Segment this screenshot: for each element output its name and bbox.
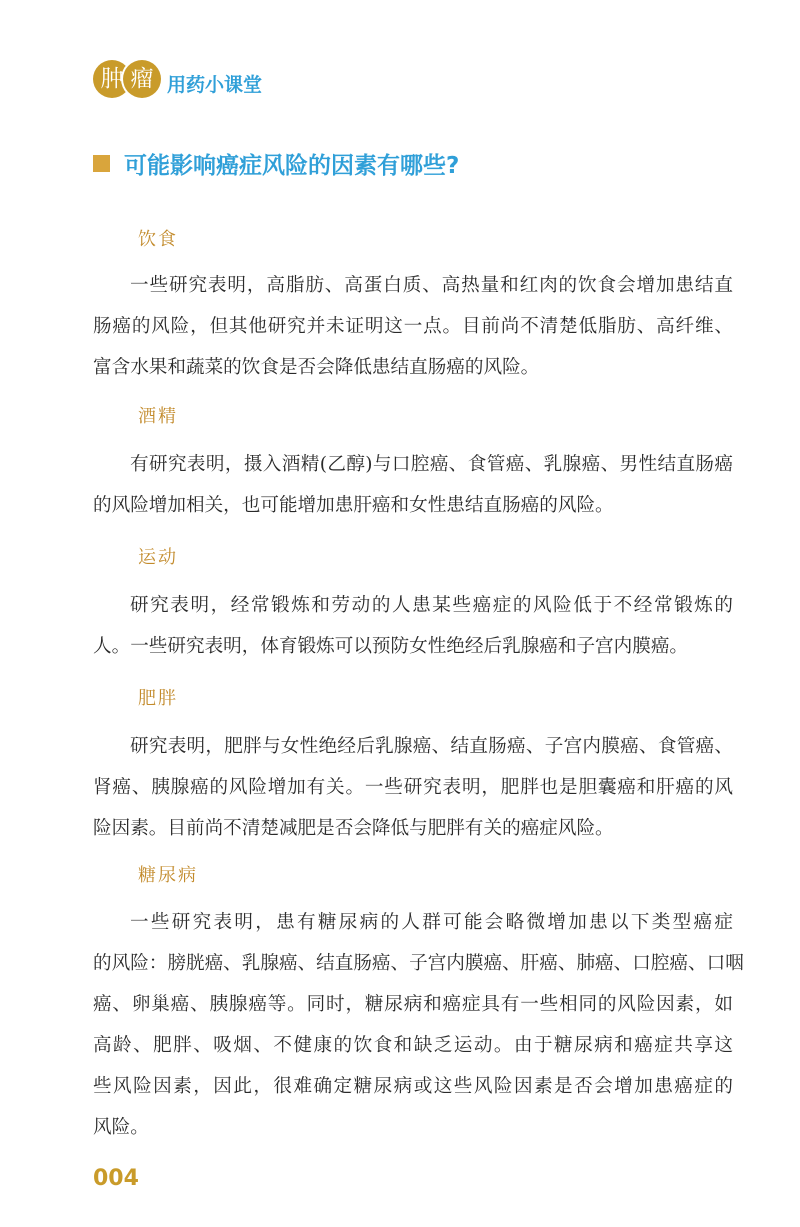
paragraph-line: 癌、卵巢癌、胰腺癌等。同时，糖尿病和癌症具有一些相同的风险因素，如 [93,994,733,1015]
paragraph-alcohol [93,444,733,526]
paragraph-obesity [93,726,733,849]
paragraph-line: 研究表明，经常锻炼和劳动的人患某些癌症的风险低于不经常锻炼的 [130,595,733,616]
subheading-exercise: 运动 [138,547,178,568]
section-title: 可能影响癌症风险的因素有哪些? [124,152,460,179]
section-heading [93,148,459,178]
paragraph-line: 一些研究表明，高脂肪、高蛋白质、高热量和红肉的饮食会增加患结直 [130,275,733,296]
subheading-obesity: 肥胖 [138,688,178,709]
subheading-alcohol: 酒精 [138,406,178,427]
brand-subtitle: 用药小课堂 [167,74,263,96]
paragraph-diabetes [93,902,744,1148]
paragraph-line: 的风险：膀胱癌、乳腺癌、结直肠癌、子宫内膜癌、肝癌、肺癌、口腔癌、口咽 [93,953,744,974]
paragraph-line: 肠癌的风险，但其他研究并未证明这一点。目前尚不清楚低脂肪、高纤维、 [93,316,733,337]
subheading-diabetes: 糖尿病 [138,865,198,886]
paragraph-line: 有研究表明，摄入酒精(乙醇)与口腔癌、食管癌、乳腺癌、男性结直肠癌 [130,454,733,475]
paragraph-line: 研究表明，肥胖与女性绝经后乳腺癌、结直肠癌、子宫内膜癌、食管癌、 [130,736,733,757]
paragraph-line: 富含水果和蔬菜的饮食是否会降低患结直肠癌的风险。 [93,357,540,378]
paragraph-line: 险因素。目前尚不清楚减肥是否会降低与肥胖有关的癌症风险。 [93,818,614,839]
paragraph-line: 些风险因素，因此，很难确定糖尿病或这些风险因素是否会增加患癌症的 [93,1076,733,1097]
square-bullet-icon [93,155,110,172]
paragraph-diet [93,265,733,388]
paragraph-line: 肾癌、胰腺癌的风险增加有关。一些研究表明，肥胖也是胆囊癌和肝癌的风 [93,777,733,798]
brand-char-circle-1: 肿 [93,60,131,98]
paragraph-line: 的风险增加相关，也可能增加患肝癌和女性患结直肠癌的风险。 [93,495,614,516]
paragraph-line: 人。一些研究表明，体育锻炼可以预防女性绝经后乳腺癌和子宫内膜癌。 [93,636,689,657]
paragraph-line: 一些研究表明，患有糖尿病的人群可能会略微增加患以下类型癌症 [130,912,733,933]
paragraph-line: 风险。 [93,1117,149,1138]
page-number: 004 [93,1166,139,1191]
paragraph-line: 高龄、肥胖、吸烟、不健康的饮食和缺乏运动。由于糖尿病和癌症共享这 [93,1035,733,1056]
paragraph-exercise [93,585,733,667]
brand-char-circle-2: 瘤 [123,60,161,98]
subheading-diet: 饮食 [138,229,178,250]
